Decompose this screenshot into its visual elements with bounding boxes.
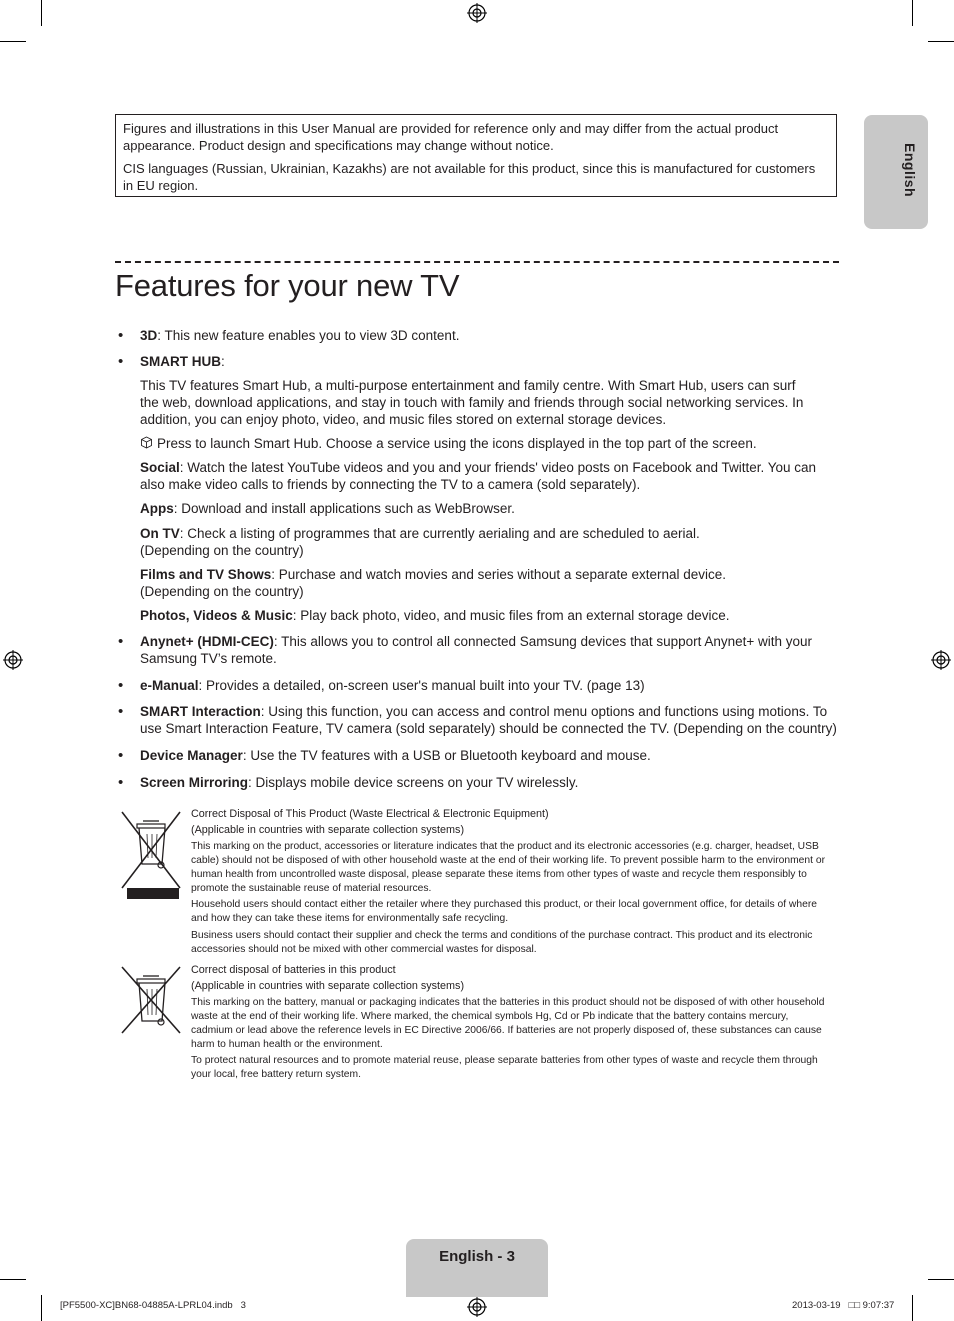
smart-hub-press-text: Press to launch Smart Hub. Choose a service using the icons displayed in the top part of the screen. (157, 436, 757, 451)
weee-paragraph: Household users should contact either the retailer where they purchased this product, or their local government office, for details of where and how they can take these items for environmentally safe recycling. (191, 899, 817, 924)
feature-term: Apps (140, 501, 174, 516)
battery-disposal-block (191, 962, 831, 1082)
language-side-tab (864, 115, 928, 229)
page-number-label: English - 3 (439, 1248, 515, 1265)
section-divider (115, 261, 839, 263)
smart-hub-apps (140, 500, 840, 517)
crop-mark (912, 0, 913, 26)
feature-note: (Depending on the country) (140, 584, 304, 599)
smart-hub-intro: This TV features Smart Hub, a multi-purpose entertainment and family centre. With Smart Hub, users can surf the web, download applications, and stay in touch with family and friends through social networking services. In addition, you can enjoy photo, video, and music files stored on external storage devices. (140, 378, 804, 427)
feature-term: e-Manual (140, 678, 199, 693)
crop-mark (0, 41, 26, 42)
bullet: • (118, 703, 124, 720)
language-side-tab-label: English (902, 143, 918, 198)
crop-mark (928, 1279, 954, 1280)
bullet: • (118, 633, 124, 650)
weee-heading: Correct Disposal of This Product (Waste Electrical & Electronic Equipment) (191, 808, 549, 820)
registration-mark-icon (467, 1297, 487, 1317)
smart-hub-films (140, 566, 840, 600)
battery-paragraph: This marking on the battery, manual or packaging indicates that the batteries in this product should not be disposed of with other household waste at the end of their working life. Where marked, the chemical symbols Hg, Cd or Pb indicate that the battery contains mercury, cadmium or lead above the reference levels in EC Directive 2006/66. If batteries are not properly disposed of, these substances can cause harm to human health or the environment. (191, 997, 825, 1050)
feature-3d (140, 327, 840, 344)
smart-hub-on-tv (140, 525, 840, 559)
feature-term: Anynet+ (HDMI-CEC) (140, 634, 274, 649)
weee-paragraph: This marking on the product, accessories or literature indicates that the product and its electronic accessories (e.g. charger, headset, USB cable) should not be disposed of with other household waste at the end of their working life. To prevent possible harm to the environment or human health from uncontrolled waste disposal, please separate these items from other types of waste and recycle them responsibly to promote the sustainable reuse of material resources. (191, 841, 826, 894)
bullet: • (118, 327, 124, 344)
feature-smart-hub (140, 353, 840, 370)
crop-mark (41, 0, 42, 26)
notice-paragraph: Figures and illustrations in this User Manual are provided for reference only and may differ from the actual product appearance. Product design and specifications may change without notice. (123, 121, 779, 153)
feature-term: Photos, Videos & Music (140, 608, 293, 623)
feature-term: SMART HUB (140, 354, 221, 369)
smart-hub-photos (140, 607, 840, 624)
feature-smart-interaction (140, 703, 838, 737)
feature-anynet (140, 633, 830, 667)
weee-subheading: (Applicable in countries with separate collection systems) (191, 824, 465, 836)
feature-term: Social (140, 460, 180, 475)
feature-term: Device Manager (140, 748, 243, 763)
registration-mark-icon (931, 650, 951, 670)
bullet: • (118, 747, 124, 764)
crop-mark (928, 41, 954, 42)
battery-bin-crossed-icon (120, 965, 182, 1035)
print-slug-file: [PF5500-XC]BN68-04885A-LPRL04.indb 3 (60, 1300, 246, 1311)
feature-text: : Download and install applications such as WebBrowser. (173, 501, 515, 516)
feature-term: On TV (140, 526, 180, 541)
bullet: • (118, 774, 124, 791)
crop-mark (0, 1279, 26, 1280)
feature-text: : Watch the latest YouTube videos and you and your friends' video posts on Facebook and Twitter. You can also make video calls to friends by connecting the TV to a camera (sold separately). (140, 460, 817, 492)
feature-text: : Play back photo, video, and music files from an external storage device. (292, 608, 730, 623)
feature-term: Films and TV Shows (140, 567, 272, 582)
page-number-tab (406, 1239, 548, 1297)
smart-hub-social (140, 459, 828, 493)
bullet: • (118, 353, 124, 370)
weee-disposal-block (191, 806, 831, 957)
feature-text: : Using this function, you can access and control menu options and functions using motions. To use Smart Interaction Feature, TV camera (sold separately) should be connected the TV. (Depending on the country) (140, 704, 837, 736)
feature-term: SMART Interaction (140, 704, 261, 719)
crop-mark (41, 1295, 42, 1321)
feature-emanual (140, 677, 840, 694)
smart-hub-icon (140, 436, 153, 449)
feature-text: : Provides a detailed, on-screen user's manual built into your TV. (page 13) (198, 678, 645, 693)
notice-box (115, 114, 837, 197)
feature-screen-mirroring (140, 774, 840, 791)
battery-subheading: (Applicable in countries with separate collection systems) (191, 980, 465, 992)
notice-paragraph: CIS languages (Russian, Ukrainian, Kazakhs) are not available for this product, since this is manufactured for customers in EU region. (123, 161, 816, 193)
battery-heading: Correct disposal of batteries in this product (191, 964, 396, 976)
feature-term: 3D (140, 328, 158, 343)
print-slug-timestamp: 2013-03-19 □□ 9:07:37 (792, 1300, 895, 1311)
feature-term: Screen Mirroring (140, 775, 249, 790)
weee-paragraph: Business users should contact their supplier and check the terms and conditions of the purchase contract. This product and its electronic accessories should not be mixed with other commercial wastes for disposal. (191, 930, 813, 955)
feature-text: : Purchase and watch movies and series without a separate external device. (271, 567, 727, 582)
feature-text: : (221, 354, 225, 369)
registration-mark-icon (467, 3, 487, 23)
feature-text: : This allows you to control all connected Samsung devices that support Anynet+ with your Samsung TV’s remote. (140, 634, 813, 666)
smart-hub-press-line (140, 435, 840, 452)
bullet: • (118, 677, 124, 694)
feature-text: : Displays mobile device screens on your TV wirelessly. (248, 775, 579, 790)
wheelie-bin-crossed-icon (120, 810, 182, 900)
section-title: Features for your new TV (115, 268, 460, 303)
feature-text: : This new feature enables you to view 3D content. (157, 328, 460, 343)
feature-note: (Depending on the country) (140, 543, 304, 558)
feature-text: : Check a listing of programmes that are currently aerialing and are scheduled to aerial. (179, 526, 700, 541)
feature-text: : Use the TV features with a USB or Bluetooth keyboard and mouse. (242, 748, 651, 763)
battery-paragraph: To protect natural resources and to promote material reuse, please separate batteries from other types of waste and recycle them through your local, free battery return system. (191, 1055, 818, 1080)
feature-device-manager (140, 747, 840, 764)
crop-mark (912, 1295, 913, 1321)
registration-mark-icon (3, 650, 23, 670)
